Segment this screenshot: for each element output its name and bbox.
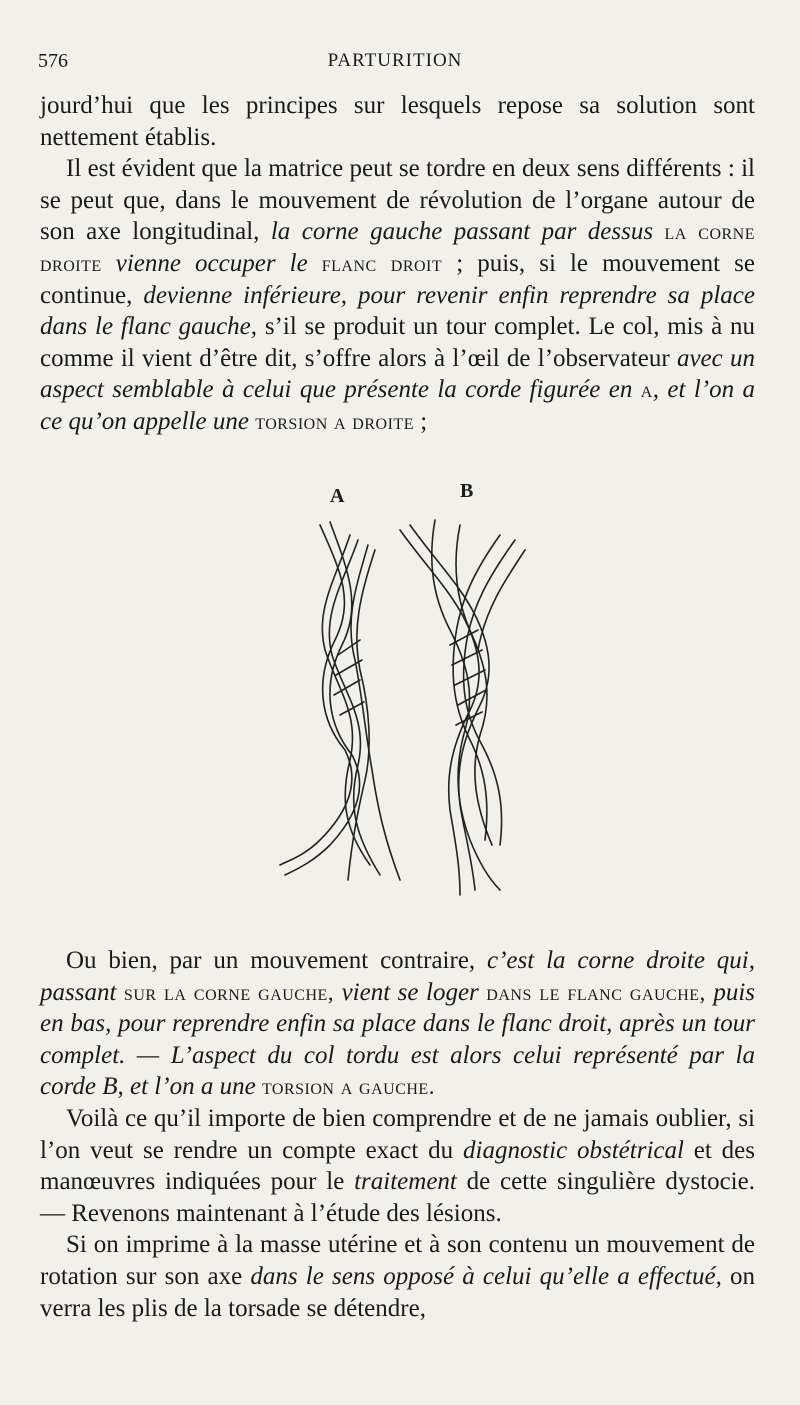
paragraph-1: jourd’hui que les principes sur lesquels repose sa solution sont nettement établis. — [40, 92, 755, 151]
rope-figure — [260, 480, 580, 910]
paragraph-5: Si on imprime à la masse utérine et à son contenu un mouvement de rotation sur son axe dans le sens opposé à celui qu’elle a effectué, on verra les plis de la torsade se détendre, — [40, 1231, 756, 1322]
rope-b — [400, 520, 525, 895]
figure-label-a: A — [330, 485, 345, 507]
running-head — [38, 50, 752, 80]
paragraph-4: Voilà ce qu’il importe de bien comprendre et de ne jamais oublier, si l’on veut se rendre un compte exact du diagnostic obstétrical et des manœuvres indiquées pour le traitement de cette singulière dystocie. — Revenons maintenant à l’étude des lésions. — [40, 1104, 755, 1227]
page-number: 576 — [38, 50, 68, 72]
rope-illustration — [260, 480, 580, 910]
text-block-bottom — [40, 945, 755, 1324]
figure-label-b: B — [460, 480, 474, 502]
text-block-top — [40, 90, 755, 438]
paragraph-2: Il est évident que la matrice peut se tordre en deux sens différents : il se peut que, dans le mouvement de révolution de l’organe autour de son axe longitudinal, la corne gauche passant par dessus la corne droite vienne occuper le flanc droit ; puis, si le mouvement se continue, devienne inférieure, pour revenir enfin reprendre sa place dans le flanc gauche, s’il se produit un tour complet. Le col, mis à nu comme il vient d’être dit, s’offre alors à l’œil de l’observateur avec un aspect semblable à celui que présente la corde figurée en a, et l’on a ce qu’on appelle une torsion a droite ; — [40, 155, 756, 435]
rope-a — [280, 522, 400, 880]
paragraph-3: Ou bien, par un mouvement contraire, c’est la corne droite qui, passant sur la corne gauche, vient se loger dans le flanc gauche, puis en bas, pour reprendre enfin sa place dans le flanc droit, après un tour complet. — L’aspect du col tordu est alors celui représenté par la corde B, et l’on a une torsion a gauche. — [40, 947, 756, 1101]
running-title: PARTURITION — [327, 50, 463, 71]
